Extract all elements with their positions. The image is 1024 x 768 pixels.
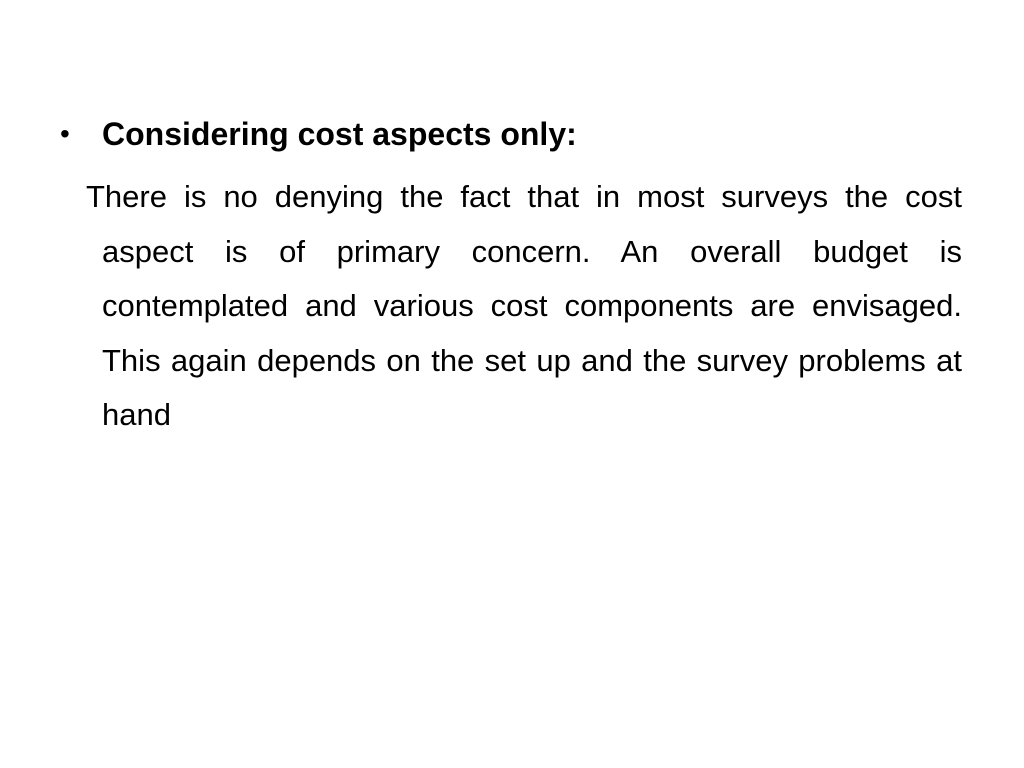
bullet-heading: Considering cost aspects only: (102, 116, 577, 152)
bullet-icon: • (60, 118, 70, 149)
slide-content (60, 108, 962, 443)
body-paragraph: There is no denying the fact that in most surveys the cost aspect is of primary concern. An overall budget is contemplated and various cost components are envisaged. This again depends on the set up and the survey problems at hand (86, 179, 962, 432)
bullet-item (60, 108, 962, 160)
